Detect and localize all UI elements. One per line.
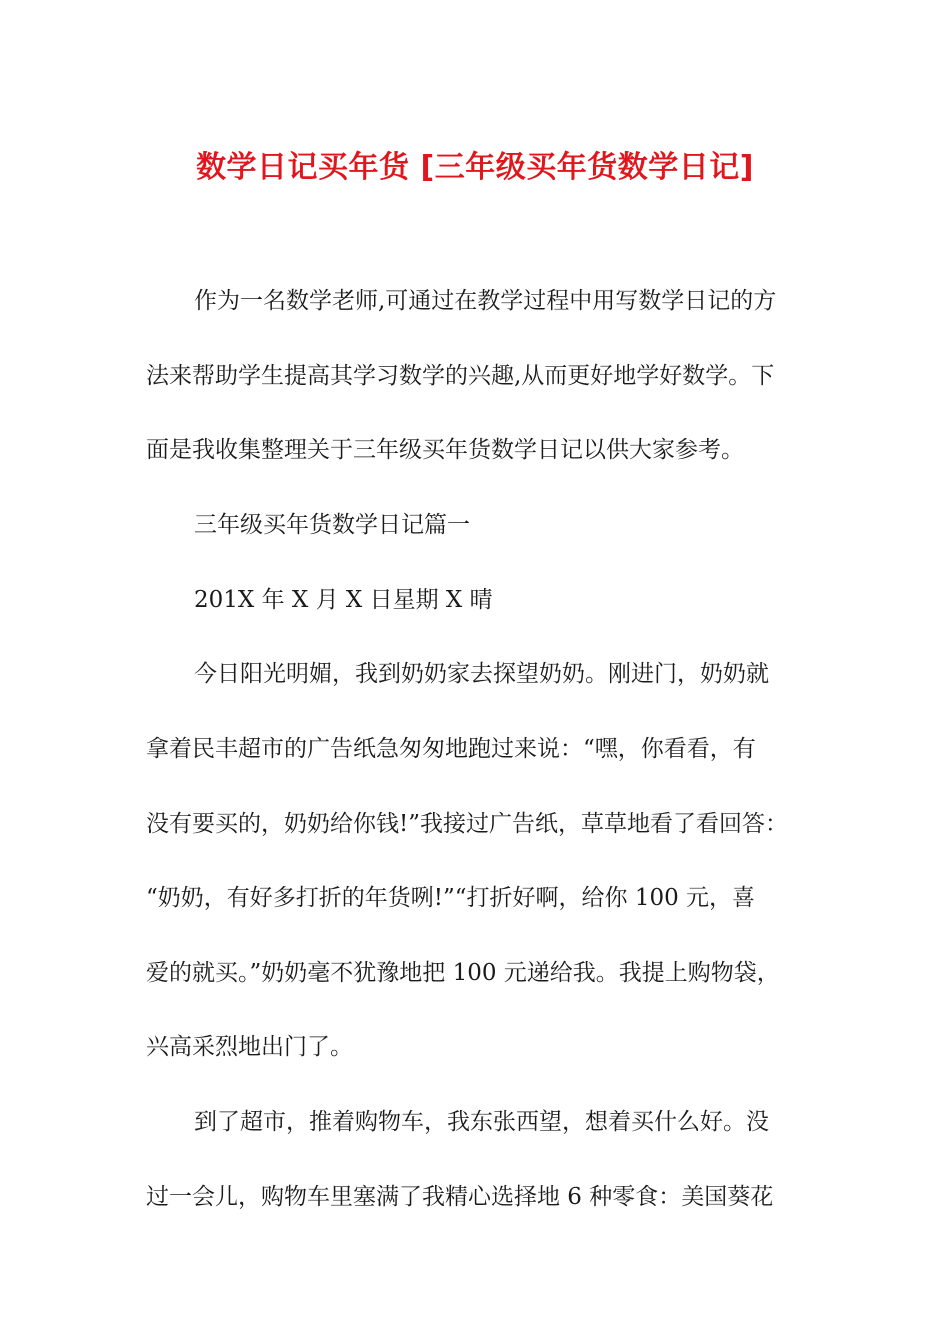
section-heading: 三年级买年货数学日记篇一 — [194, 512, 470, 538]
paragraph-line: 爱的就买。”奶奶毫不犹豫地把 100 元递给我。我提上购物袋， — [146, 960, 780, 986]
paragraph-line: 法来帮助学生提高其学习数学的兴趣,从而更好地学好数学。下 — [146, 363, 775, 389]
document-title: 数学日记买年货 [三年级买年货数学日记] — [196, 150, 754, 185]
paragraph-line: 兴高采烈地出门了。 — [146, 1034, 353, 1060]
paragraph-line: 今日阳光明媚，我到奶奶家去探望奶奶。刚进门，奶奶就 — [194, 661, 769, 687]
paragraph-line: 到了超市，推着购物车，我东张西望，想着买什么好。没 — [194, 1109, 769, 1135]
paragraph-line: 拿着民丰超市的广告纸急匆匆地跑过来说：“嘿，你看看，有 — [146, 736, 756, 762]
paragraph-line: 没有要买的，奶奶给你钱!”我接过广告纸，草草地看了看回答： — [146, 811, 789, 837]
paragraph-line: “奶奶，有好多打折的年货咧!”“打折好啊，给你 100 元，喜 — [146, 885, 756, 911]
paragraph-line: 过一会儿，购物车里塞满了我精心选择地 6 种零食：美国葵花 — [146, 1184, 774, 1210]
paragraph-line: 面是我收集整理关于三年级买年货数学日记以供大家参考。 — [146, 437, 744, 463]
diary-date-line: 201X 年 X 月 X 日星期 X 晴 — [194, 587, 493, 613]
paragraph-line: 作为一名数学老师,可通过在教学过程中用写数学日记的方 — [194, 288, 777, 314]
